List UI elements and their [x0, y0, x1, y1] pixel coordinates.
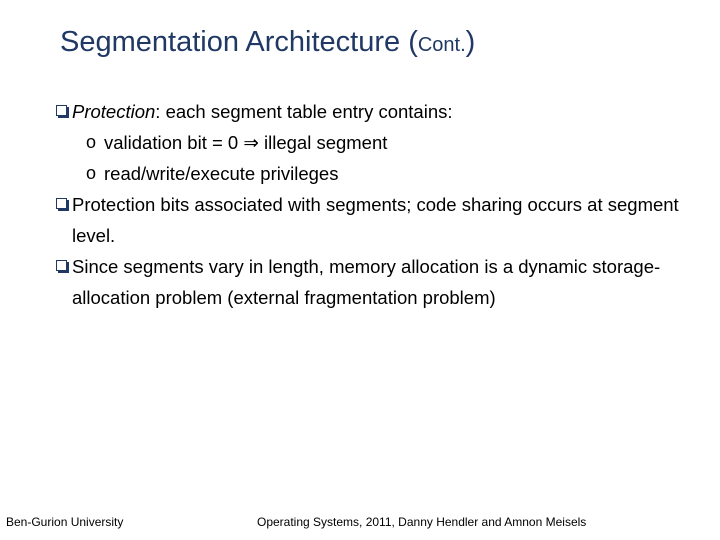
- subitem-validation-bit-text: validation bit = 0 ⇒ illegal segment: [104, 132, 388, 153]
- checkbox-bullet-icon: [56, 105, 67, 116]
- title-cont: Cont.: [417, 34, 466, 56]
- circle-bullet-icon: o: [86, 132, 97, 152]
- slide-title: [60, 26, 475, 59]
- bullet-segment-length-text: Since segments vary in length, memory allocation is a dynamic storage-allocation problem (external fragmentation problem): [72, 256, 661, 308]
- bullet-protection-text: : each segment table entry contains:: [155, 101, 453, 122]
- title-close: ): [465, 26, 476, 58]
- subitem-validation-bit: [56, 127, 696, 158]
- footer-course: Operating Systems, 2011, Danny Hendler and Amnon Meisels: [257, 515, 587, 529]
- subitem-privileges-text: read/write/execute privileges: [104, 163, 339, 184]
- footer-university: Ben-Gurion University: [6, 515, 124, 529]
- bullet-protection-bits-text: Protection bits associated with segments; code sharing occurs at segment level.: [72, 194, 679, 246]
- title-main: Segmentation Architecture (: [60, 26, 418, 58]
- checkbox-bullet-icon: [56, 198, 67, 209]
- checkbox-bullet-icon: [56, 260, 67, 271]
- circle-bullet-icon: o: [86, 163, 97, 183]
- subitem-privileges: [56, 158, 696, 189]
- bullet-protection-lead: Protection: [72, 101, 156, 122]
- bullet-list: [56, 96, 696, 313]
- bullet-segment-length: [56, 251, 696, 313]
- bullet-protection-bits: [56, 189, 696, 251]
- bullet-protection: [56, 96, 696, 127]
